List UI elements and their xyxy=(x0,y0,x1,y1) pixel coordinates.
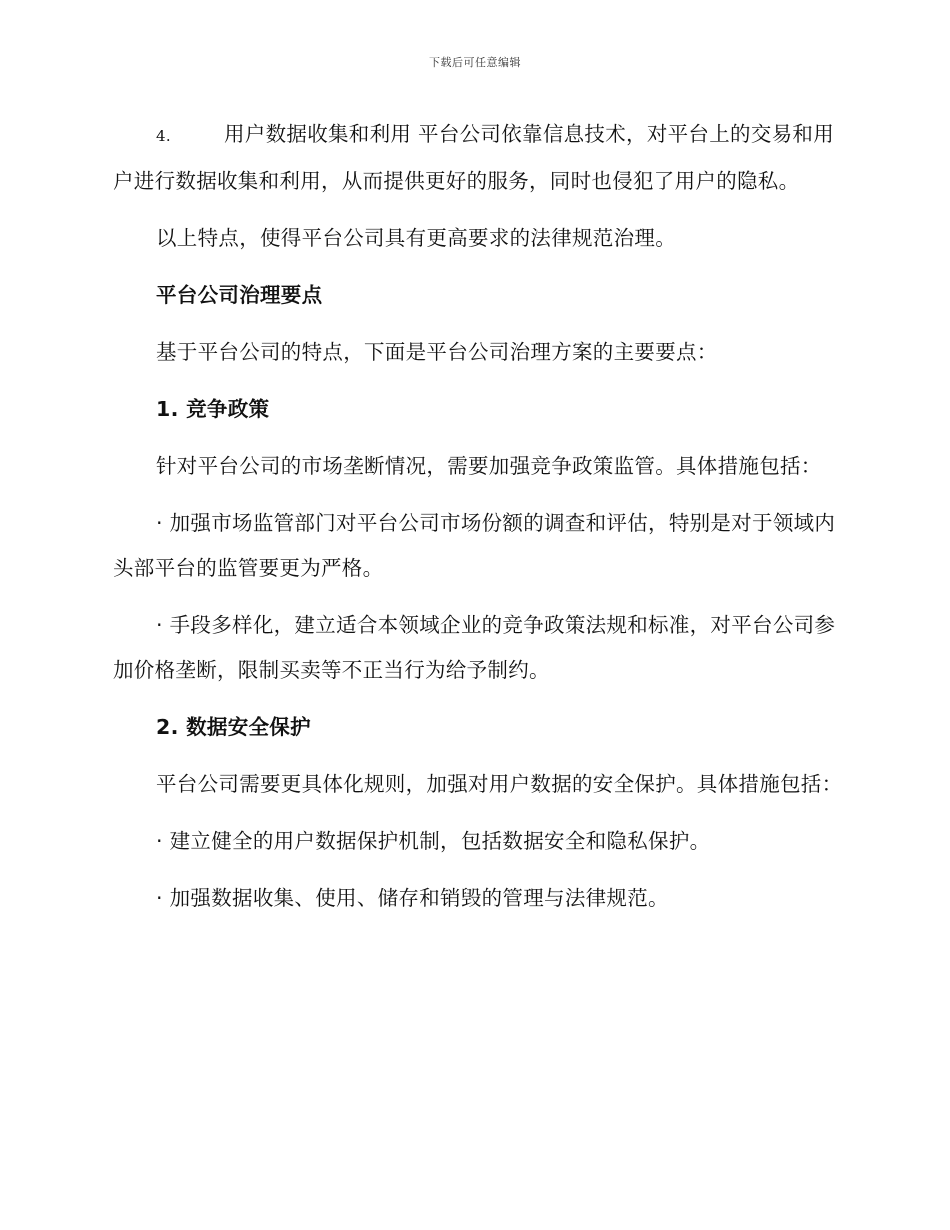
data-security-bullet-1: · 建立健全的用户数据保护机制，包括数据安全和隐私保护。 xyxy=(156,829,711,853)
page-header: 下载后可任意编辑 xyxy=(429,56,521,69)
section-heading: 平台公司治理要点 xyxy=(156,283,323,307)
data-security-bullet-2: · 加强数据收集、使用、储存和销毁的管理与法律规范。 xyxy=(156,886,669,910)
list-item-number: 4. xyxy=(156,127,171,145)
competition-bullet-2: · 手段多样化，建立适合本领域企业的竞争政策法规和标准，对平台公司参加价格垄断，限制买卖等不正当行为给予制约。 xyxy=(113,613,836,682)
data-security-heading: 2. 数据安全保护 xyxy=(156,715,311,739)
summary-paragraph: 以上特点，使得平台公司具有更高要求的法律规范治理。 xyxy=(156,226,676,250)
document-body xyxy=(113,112,843,933)
list-item-4 xyxy=(113,112,843,204)
competition-intro: 针对平台公司的市场垄断情况，需要加强竞争政策监管。具体措施包括： xyxy=(156,454,822,478)
competition-heading: 1. 竞争政策 xyxy=(156,397,270,421)
competition-bullet-1: · 加强市场监管部门对平台公司市场份额的调查和评估，特别是对于领域内头部平台的监管要更为严格。 xyxy=(113,511,836,580)
list-item-text: 用户数据收集和利用 平台公司依靠信息技术，对平台上的交易和用户进行数据收集和利用，从而提供更好的服务，同时也侵犯了用户的隐私。 xyxy=(113,122,835,193)
data-security-intro: 平台公司需要更具体化规则，加强对用户数据的安全保护。具体措施包括： xyxy=(156,772,843,796)
intro-paragraph: 基于平台公司的特点，下面是平台公司治理方案的主要要点： xyxy=(156,340,718,364)
